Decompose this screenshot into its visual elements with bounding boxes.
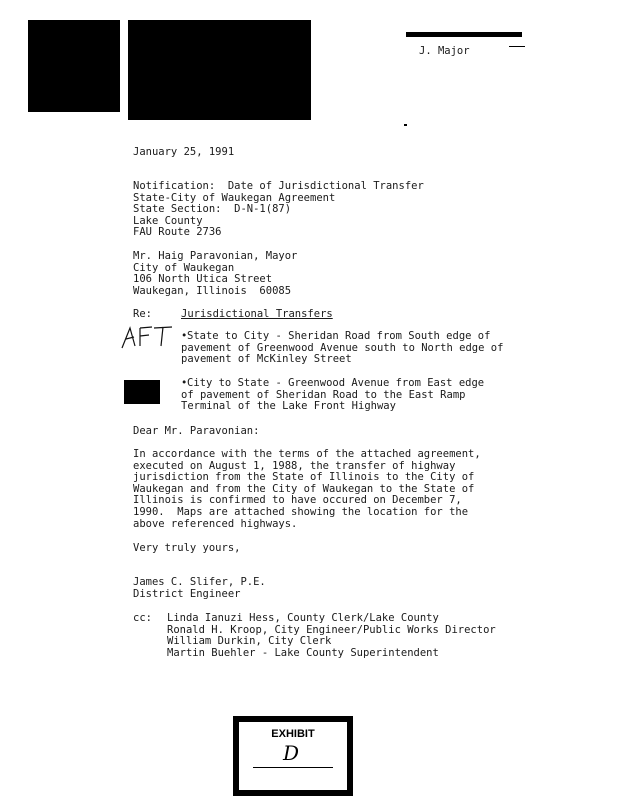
- routing-stamp: [395, 28, 530, 68]
- stray-mark: [404, 124, 407, 126]
- body-line: executed on August 1, 1988, the transfer of highway: [133, 459, 456, 472]
- addressee-line: 106 North Utica Street: [133, 273, 273, 286]
- transfer-line: of pavement of Sheridan Road to the East Ramp: [181, 388, 466, 401]
- transfer-line: pavement of Greenwood Avenue south to North edge of: [181, 341, 504, 354]
- subject-line: Notification: Date of Jurisdictional Transfer: [133, 180, 424, 192]
- cc-line: Linda Ianuzi Hess, County Clerk/Lake County: [167, 612, 439, 624]
- body-line: 1990. Maps are attached showing the location for the: [133, 506, 469, 518]
- signer-title: District Engineer: [133, 587, 241, 600]
- exhibit-label: EXHIBIT: [271, 728, 315, 740]
- bullet: •: [181, 330, 188, 342]
- handwritten-initials: [118, 322, 182, 352]
- subject-line: State-City of Waukegan Agreement: [133, 191, 336, 204]
- subject-line: FAU Route 2736: [133, 226, 222, 239]
- exhibit-sticker: [233, 716, 353, 796]
- cc-line: William Durkin, City Clerk: [167, 635, 332, 648]
- body-line: jurisdiction from the State of Illinois to the City of: [133, 471, 475, 484]
- subject-line: State Section: D-N-1(87): [133, 203, 292, 216]
- exhibit-rule: [253, 767, 333, 768]
- addressee-line: Waukegan, Illinois 60085: [133, 284, 292, 297]
- re-title: Jurisdictional Transfers: [181, 308, 333, 320]
- subject-line: Lake County: [133, 214, 203, 227]
- bullet: •: [181, 377, 188, 389]
- redaction-block-left: [28, 20, 120, 112]
- exhibit-mark: D: [283, 741, 300, 765]
- redaction-block-margin: [124, 380, 160, 404]
- routing-initials: J. Major: [419, 45, 470, 57]
- letter-date: January 25, 1991: [133, 146, 235, 158]
- transfer-line: pavement of McKinley Street: [181, 353, 352, 366]
- transfer-line: Terminal of the Lake Front Highway: [181, 400, 396, 413]
- transfer-line: State to City - Sheridan Road from South edge of: [187, 330, 491, 342]
- body-line: In accordance with the terms of the attached agreement,: [133, 448, 481, 460]
- routing-stamp-bar: [406, 32, 522, 37]
- body-line: Illinois is confirmed to have occured on December 7,: [133, 494, 462, 507]
- addressee-line: City of Waukegan: [133, 261, 235, 274]
- transfer-line: City to State - Greenwood Avenue from East edge: [187, 377, 485, 389]
- redaction-block-letterhead: [128, 20, 311, 120]
- routing-stamp-tick: [509, 46, 525, 47]
- body-line: Waukegan and from the City of Waukegan to the State of: [133, 482, 475, 495]
- cc-label: cc:: [133, 612, 152, 624]
- salutation: Dear Mr. Paravonian:: [133, 425, 260, 437]
- body-line: above referenced highways.: [133, 517, 298, 530]
- addressee-line: Mr. Haig Paravonian, Mayor: [133, 250, 298, 262]
- cc-line: Ronald H. Kroop, City Engineer/Public Works Director: [167, 623, 496, 636]
- cc-line: Martin Buehler - Lake County Superintendent: [167, 646, 439, 659]
- re-label: Re:: [133, 308, 152, 320]
- signer-name: James C. Slifer, P.E.: [133, 576, 266, 588]
- closing: Very truly yours,: [133, 542, 241, 554]
